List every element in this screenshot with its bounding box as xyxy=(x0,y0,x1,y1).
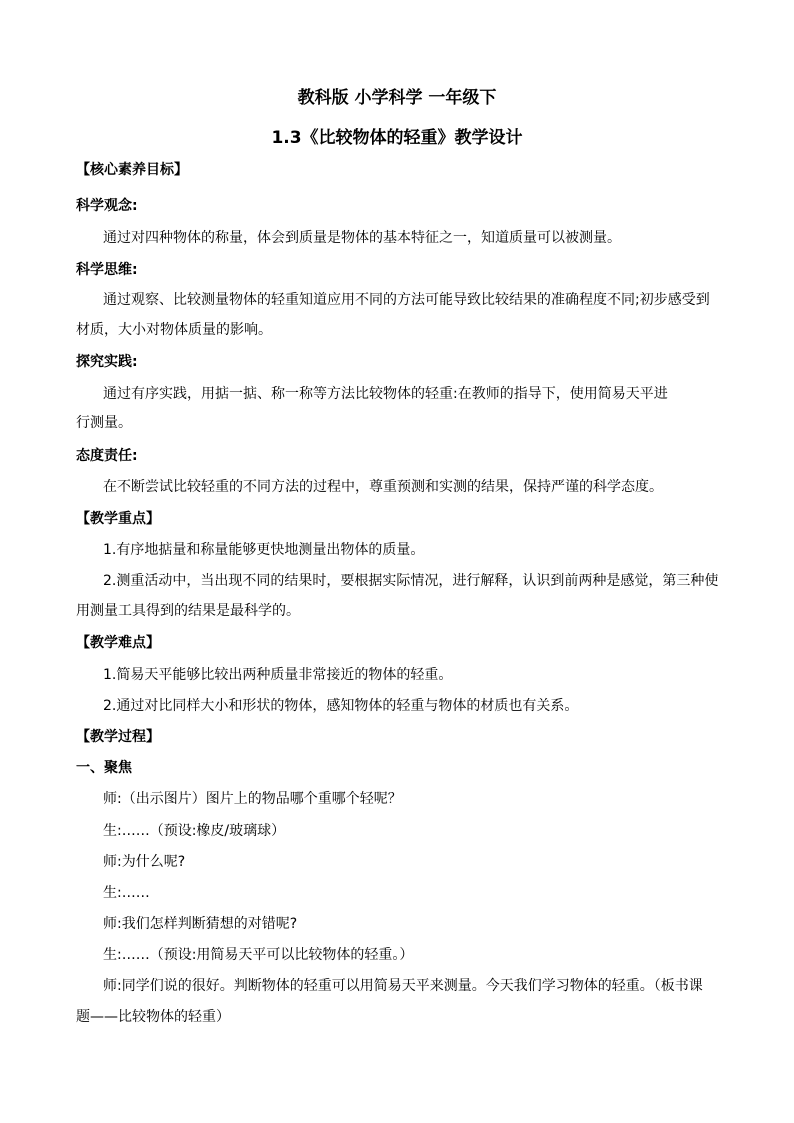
dialogue-line-1: 师:（出示图片）图片上的物品哪个重哪个轻呢？ xyxy=(103,791,402,807)
difficulty-1: 1.简易天平能够比较出两种质量非常接近的物体的轻重。 xyxy=(103,667,453,683)
science-thinking-heading: 科学思维: xyxy=(76,262,138,278)
science-concept-paragraph: 通过对四种物体的称量，体会到质量是物体的基本特征之一，知道质量可以被测量。 xyxy=(103,230,621,246)
attitude-heading: 态度责任: xyxy=(76,448,138,464)
key-point-2-line1: 2.测重活动中，当出现不同的结果时，要根据实际情况，进行解释，认识到前两种是感觉，第三种使 xyxy=(103,573,719,589)
dialogue-line-6: 生:……（预设:用简易天平可以比较物体的轻重。） xyxy=(103,947,414,963)
difficulty-2: 2.通过对比同样大小和形状的物体，感知物体的轻重与物体的材质也有关系。 xyxy=(103,698,579,714)
science-thinking-paragraph-line1: 通过观察、比较测量物体的轻重知道应用不同的方法可能导致比较结果的准确程度不同;初步感受到 xyxy=(103,292,710,308)
attitude-paragraph: 在不断尝试比较轻重的不同方法的过程中，尊重预测和实测的结果，保持严谨的科学态度。 xyxy=(103,479,663,495)
dialogue-line-3: 师:为什么呢? xyxy=(103,854,186,870)
key-point-2-line2: 用测量工具得到的结果是最科学的。 xyxy=(76,603,300,619)
dialogue-line-5: 师:我们怎样判断猜想的对错呢? xyxy=(103,916,298,932)
practice-heading: 探究实践: xyxy=(76,354,138,370)
science-thinking-paragraph-line2: 材质，大小对物体质量的影响。 xyxy=(76,322,272,338)
dialogue-line-2: 生:……（预设:橡皮/玻璃球） xyxy=(103,823,286,839)
dialogue-line-7-part2: 题——比较物体的轻重） xyxy=(76,1009,230,1025)
section-process-heading: 【教学过程】 xyxy=(76,729,160,745)
science-concept-heading: 科学观念: xyxy=(76,198,138,214)
dialogue-line-7-part1: 师:同学们说的很好。判断物体的轻重可以用简易天平来测量。今天我们学习物体的轻重。（板书课 xyxy=(103,978,703,994)
section-key-points-heading: 【教学重点】 xyxy=(76,511,160,527)
section-difficulties-heading: 【教学难点】 xyxy=(76,635,160,651)
document-series-title: 教科版 小学科学 一年级下 xyxy=(297,88,497,108)
practice-paragraph-line1: 通过有序实践，用掂一掂、称一称等方法比较物体的轻重:在教师的指导下，使用简易天平进 xyxy=(103,386,668,402)
document-lesson-title: 1.3《比较物体的轻重》教学设计 xyxy=(271,128,523,148)
practice-paragraph-line2: 行测量。 xyxy=(76,415,132,431)
dialogue-line-4: 生:…… xyxy=(103,885,150,901)
key-point-1: 1.有序地掂量和称量能够更快地测量出物体的质量。 xyxy=(103,542,425,558)
section-core-literacy-heading: 【核心素养目标】 xyxy=(76,162,188,178)
step-1-heading: 一、聚焦 xyxy=(76,760,132,776)
